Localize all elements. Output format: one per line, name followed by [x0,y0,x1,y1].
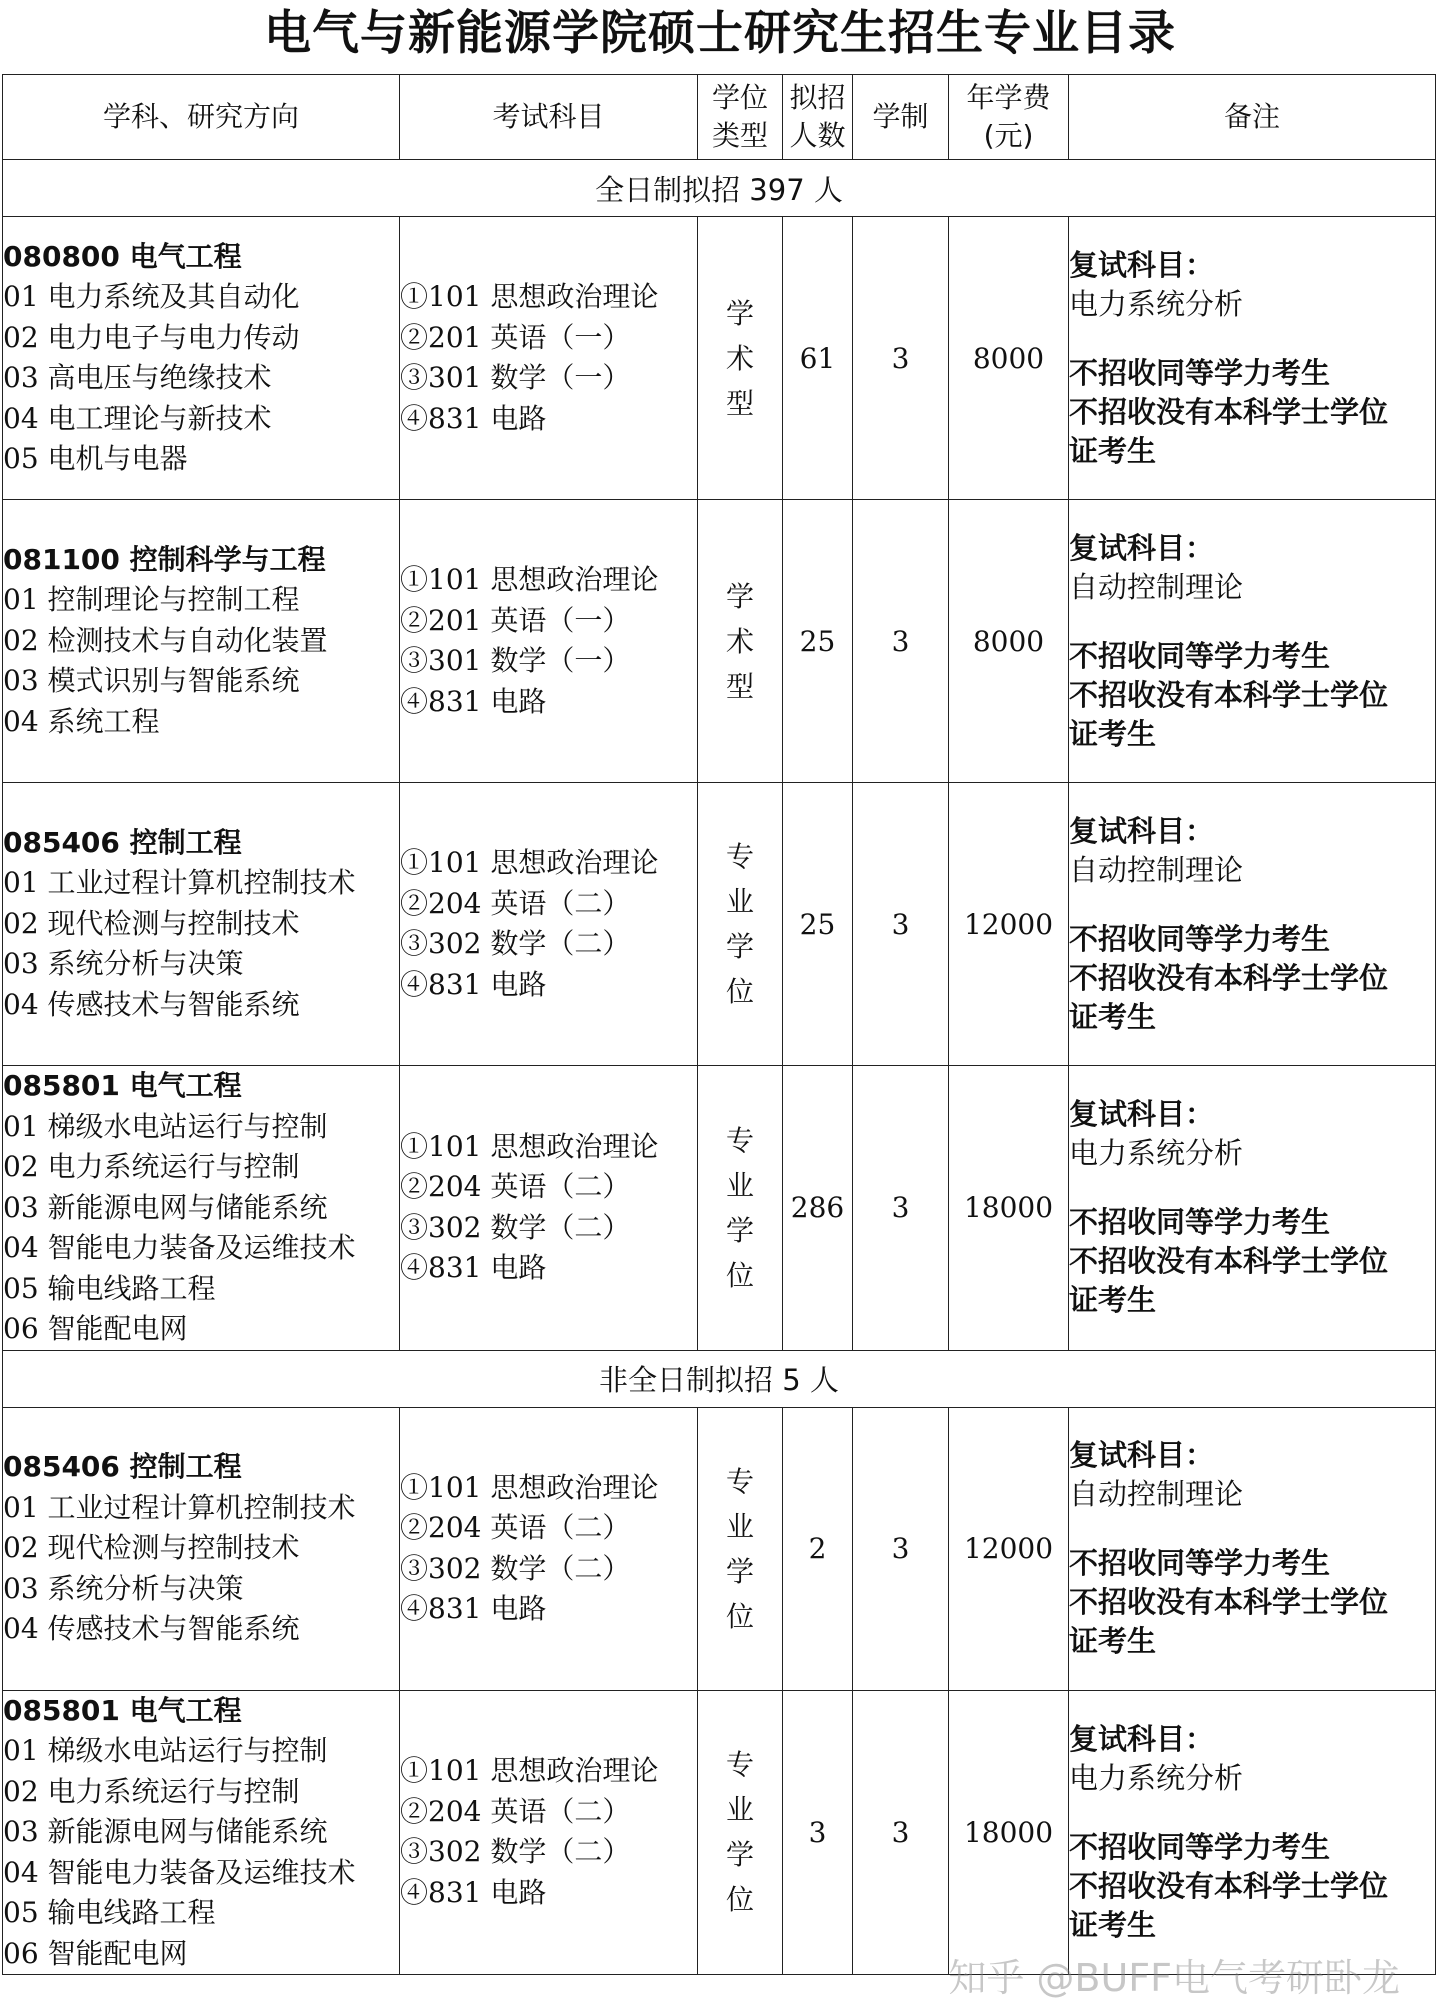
degree-type-char: 学 [725,296,754,330]
research-direction: 06 智能配电网 [3,1312,188,1345]
major-code-name: 085406 控制工程 [3,1450,242,1484]
admission-restriction: 不招收同等学力考生 [1069,1829,1331,1864]
notes-cell [1069,1407,1436,1690]
header-exam: 考试科目 [400,75,698,160]
admission-restriction: 证考生 [1069,1283,1157,1318]
admission-restriction: 不招收同等学力考生 [1069,638,1331,673]
degree-type-cell [698,500,783,783]
degree-type-cell [698,783,783,1066]
exam-subject: ③302 数学（二） [400,1551,631,1585]
exam-subject: ①101 思想政治理论 [400,1129,659,1163]
research-direction: 03 新能源电网与储能系统 [3,1190,328,1224]
direction-cell [3,1407,400,1690]
retest-subject: 自动控制理论 [1069,1477,1244,1511]
exam-subject: ③302 数学（二） [400,927,631,960]
quota-cell: 25 [783,783,853,1066]
admission-restriction: 证考生 [1069,716,1157,751]
exam-subject: ④831 电路 [400,401,547,435]
retest-label: 复试科目： [1069,1721,1215,1756]
admission-restriction: 不招收没有本科学士学位 [1069,677,1389,712]
admission-restriction: 证考生 [1069,999,1157,1034]
degree-type-char: 位 [725,975,754,1008]
header-tuition-line: 年学费 [966,81,1051,114]
section-label: 非全日制拟招 5 人 [3,1350,1436,1407]
retest-label: 复试科目： [1069,1438,1215,1472]
exam-cell [400,500,698,783]
degree-type-char: 学 [725,930,754,963]
notes-cell [1069,1066,1436,1351]
admission-restriction: 不招收没有本科学士学位 [1069,1585,1389,1619]
years-cell: 3 [853,217,949,500]
research-direction: 01 控制理论与控制工程 [3,583,300,617]
research-direction: 03 高电压与绝缘技术 [3,361,272,394]
degree-type-char: 型 [725,386,754,420]
tuition-cell: 8000 [949,500,1069,783]
admission-restriction: 不招收同等学力考生 [1069,921,1331,956]
degree-type-char: 术 [725,341,754,375]
admission-restriction: 不招收同等学力考生 [1069,355,1331,390]
program-row [3,500,1436,783]
watermark: 知乎 @BUFF电气考研卧龙 [948,1956,1400,2000]
research-direction: 06 智能配电网 [3,1936,188,1970]
research-direction: 02 电力电子与电力传动 [3,320,300,354]
research-direction: 03 模式识别与智能系统 [3,664,300,698]
retest-subject: 电力系统分析 [1069,1136,1244,1171]
admission-restriction: 不招收没有本科学士学位 [1069,960,1389,995]
exam-subject: ②204 英语（二） [400,1170,631,1204]
major-code-name: 085801 电气工程 [3,1693,242,1727]
admission-restriction: 证考生 [1069,1907,1157,1942]
header-years: 学制 [853,75,949,160]
section-row [3,160,1436,217]
exam-cell [400,1690,698,1975]
tuition-cell: 8000 [949,217,1069,500]
research-direction: 04 传感技术与智能系统 [3,1612,300,1646]
retest-subject: 电力系统分析 [1069,286,1244,321]
degree-type-char: 业 [725,1168,754,1202]
degree-type-char: 专 [725,1748,754,1782]
program-row [3,217,1436,500]
retest-label: 复试科目： [1069,813,1215,848]
exam-subject: ③301 数学（一） [400,361,631,394]
degree-type-char: 位 [725,1599,754,1633]
retest-label: 复试科目： [1069,1097,1215,1132]
degree-type-cell [698,217,783,500]
major-code-name: 081100 控制科学与工程 [3,542,326,576]
notes-spacer [1069,890,1435,920]
exam-subject: ④831 电路 [400,684,547,718]
research-direction: 03 系统分析与决策 [3,947,244,981]
notes-spacer [1069,1514,1435,1544]
program-row [3,1690,1436,1975]
retest-subject: 自动控制理论 [1069,852,1244,887]
quota-cell: 61 [783,217,853,500]
degree-type-char: 业 [725,1793,754,1827]
exam-subject: ①101 思想政治理论 [400,846,659,879]
degree-type-cell [698,1690,783,1975]
direction-cell [3,1066,400,1351]
research-direction: 04 系统工程 [3,704,160,738]
research-direction: 04 传感技术与智能系统 [3,987,300,1021]
major-code-name: 085406 控制工程 [3,825,242,859]
tuition-cell: 18000 [949,1066,1069,1351]
section-label: 全日制拟招 397 人 [3,160,1436,217]
degree-type-char: 专 [725,840,754,873]
program-row [3,1066,1436,1351]
exam-cell [400,1066,698,1351]
degree-type-char: 专 [725,1464,754,1498]
header-tuition [949,75,1069,160]
exam-subject: ②204 英语（二） [400,1511,631,1544]
research-direction: 05 电机与电器 [3,442,188,475]
degree-type-char: 学 [725,1213,754,1247]
degree-type-char: 型 [725,669,754,703]
research-direction: 04 智能电力装备及运维技术 [3,1855,356,1889]
header-degree-type [698,75,783,160]
research-direction: 04 电工理论与新技术 [3,401,272,435]
notes-spacer [1069,607,1435,637]
degree-type-char: 专 [725,1123,754,1157]
exam-subject: ①101 思想政治理论 [400,280,659,313]
quota-cell: 286 [783,1066,853,1351]
header-quota-line: 人数 [789,119,846,152]
exam-subject: ③301 数学（一） [400,644,631,677]
program-row [3,783,1436,1066]
notes-cell [1069,217,1436,500]
notes-spacer [1069,1798,1435,1828]
degree-type-cell [698,1407,783,1690]
exam-cell [400,217,698,500]
research-direction: 02 现代检测与控制技术 [3,1531,300,1565]
exam-subject: ④831 电路 [400,1592,547,1625]
tuition-cell: 12000 [949,1407,1069,1690]
admission-restriction: 证考生 [1069,1624,1157,1658]
notes-spacer [1069,1173,1435,1203]
header-notes: 备注 [1069,75,1436,160]
years-cell: 3 [853,1066,949,1351]
research-direction: 02 电力系统运行与控制 [3,1150,300,1183]
research-direction: 02 电力系统运行与控制 [3,1774,300,1808]
degree-type-cell [698,1066,783,1351]
major-code-name: 080800 电气工程 [3,239,242,273]
degree-type-char: 学 [725,1554,754,1588]
quota-cell: 25 [783,500,853,783]
degree-type-char: 术 [725,624,754,658]
program-row [3,1407,1436,1690]
exam-subject: ④831 电路 [400,1875,547,1909]
research-direction: 02 检测技术与自动化装置 [3,623,328,657]
degree-type-char: 学 [725,1838,754,1872]
admission-restriction: 不招收同等学力考生 [1069,1546,1331,1580]
retest-label: 复试科目： [1069,247,1215,282]
research-direction: 01 工业过程计算机控制技术 [3,866,356,900]
header-degree-type-line: 类型 [711,119,768,152]
exam-subject: ④831 电路 [400,1251,547,1285]
retest-subject: 自动控制理论 [1069,569,1244,604]
research-direction: 02 现代检测与控制技术 [3,906,300,940]
degree-type-char: 业 [725,885,754,918]
degree-type-char: 位 [725,1883,754,1917]
exam-subject: ②204 英语（二） [400,1794,631,1828]
quota-cell: 2 [783,1407,853,1690]
notes-cell [1069,1690,1436,1975]
header-row [3,75,1436,160]
exam-subject: ②204 英语（二） [400,886,631,920]
notes-cell [1069,783,1436,1066]
retest-subject: 电力系统分析 [1069,1760,1244,1795]
header-degree-type-line: 学位 [711,81,768,114]
admission-restriction: 不招收同等学力考生 [1069,1205,1331,1240]
exam-subject: ②201 英语（一） [400,603,631,637]
exam-subject: ④831 电路 [400,967,547,1001]
header-direction: 学科、研究方向 [3,75,400,160]
section-row [3,1350,1436,1407]
exam-subject: ③302 数学（二） [400,1210,631,1244]
research-direction: 05 输电线路工程 [3,1896,216,1929]
years-cell: 3 [853,1690,949,1975]
degree-type-char: 业 [725,1509,754,1543]
page-title: 电气与新能源学院硕士研究生招生专业目录 [264,6,1176,61]
exam-subject: ③302 数学（二） [400,1835,631,1869]
exam-cell [400,1407,698,1690]
direction-cell [3,1690,400,1975]
admission-restriction: 不招收没有本科学士学位 [1069,1244,1389,1279]
exam-subject: ①101 思想政治理论 [400,563,659,596]
header-quota [783,75,853,160]
header-quota-line: 拟招 [789,81,846,114]
research-direction: 03 新能源电网与储能系统 [3,1815,328,1848]
direction-cell [3,217,400,500]
research-direction: 01 工业过程计算机控制技术 [3,1490,356,1524]
retest-label: 复试科目： [1069,530,1215,565]
quota-cell: 3 [783,1690,853,1975]
admission-catalog-table [2,74,1436,1975]
research-direction: 05 输电线路工程 [3,1271,216,1305]
degree-type-char: 学 [725,579,754,613]
exam-subject: ①101 思想政治理论 [400,1470,659,1504]
admission-restriction: 不招收没有本科学士学位 [1069,1868,1389,1903]
tuition-cell: 18000 [949,1690,1069,1975]
research-direction: 04 智能电力装备及运维技术 [3,1231,356,1264]
header-tuition-line: (元) [983,119,1034,152]
research-direction: 03 系统分析与决策 [3,1571,244,1605]
notes-cell [1069,500,1436,783]
direction-cell [3,783,400,1066]
exam-cell [400,783,698,1066]
admission-restriction: 不招收没有本科学士学位 [1069,394,1389,429]
years-cell: 3 [853,783,949,1066]
direction-cell [3,500,400,783]
research-direction: 01 电力系统及其自动化 [3,280,300,313]
degree-type-char: 位 [725,1258,754,1292]
exam-subject: ②201 英语（一） [400,320,631,354]
exam-subject: ①101 思想政治理论 [400,1754,659,1788]
research-direction: 01 梯级水电站运行与控制 [3,1109,328,1143]
admission-restriction: 证考生 [1069,433,1157,468]
notes-spacer [1069,324,1435,354]
major-code-name: 085801 电气工程 [3,1069,242,1102]
years-cell: 3 [853,1407,949,1690]
years-cell: 3 [853,500,949,783]
research-direction: 01 梯级水电站运行与控制 [3,1734,328,1767]
tuition-cell: 12000 [949,783,1069,1066]
